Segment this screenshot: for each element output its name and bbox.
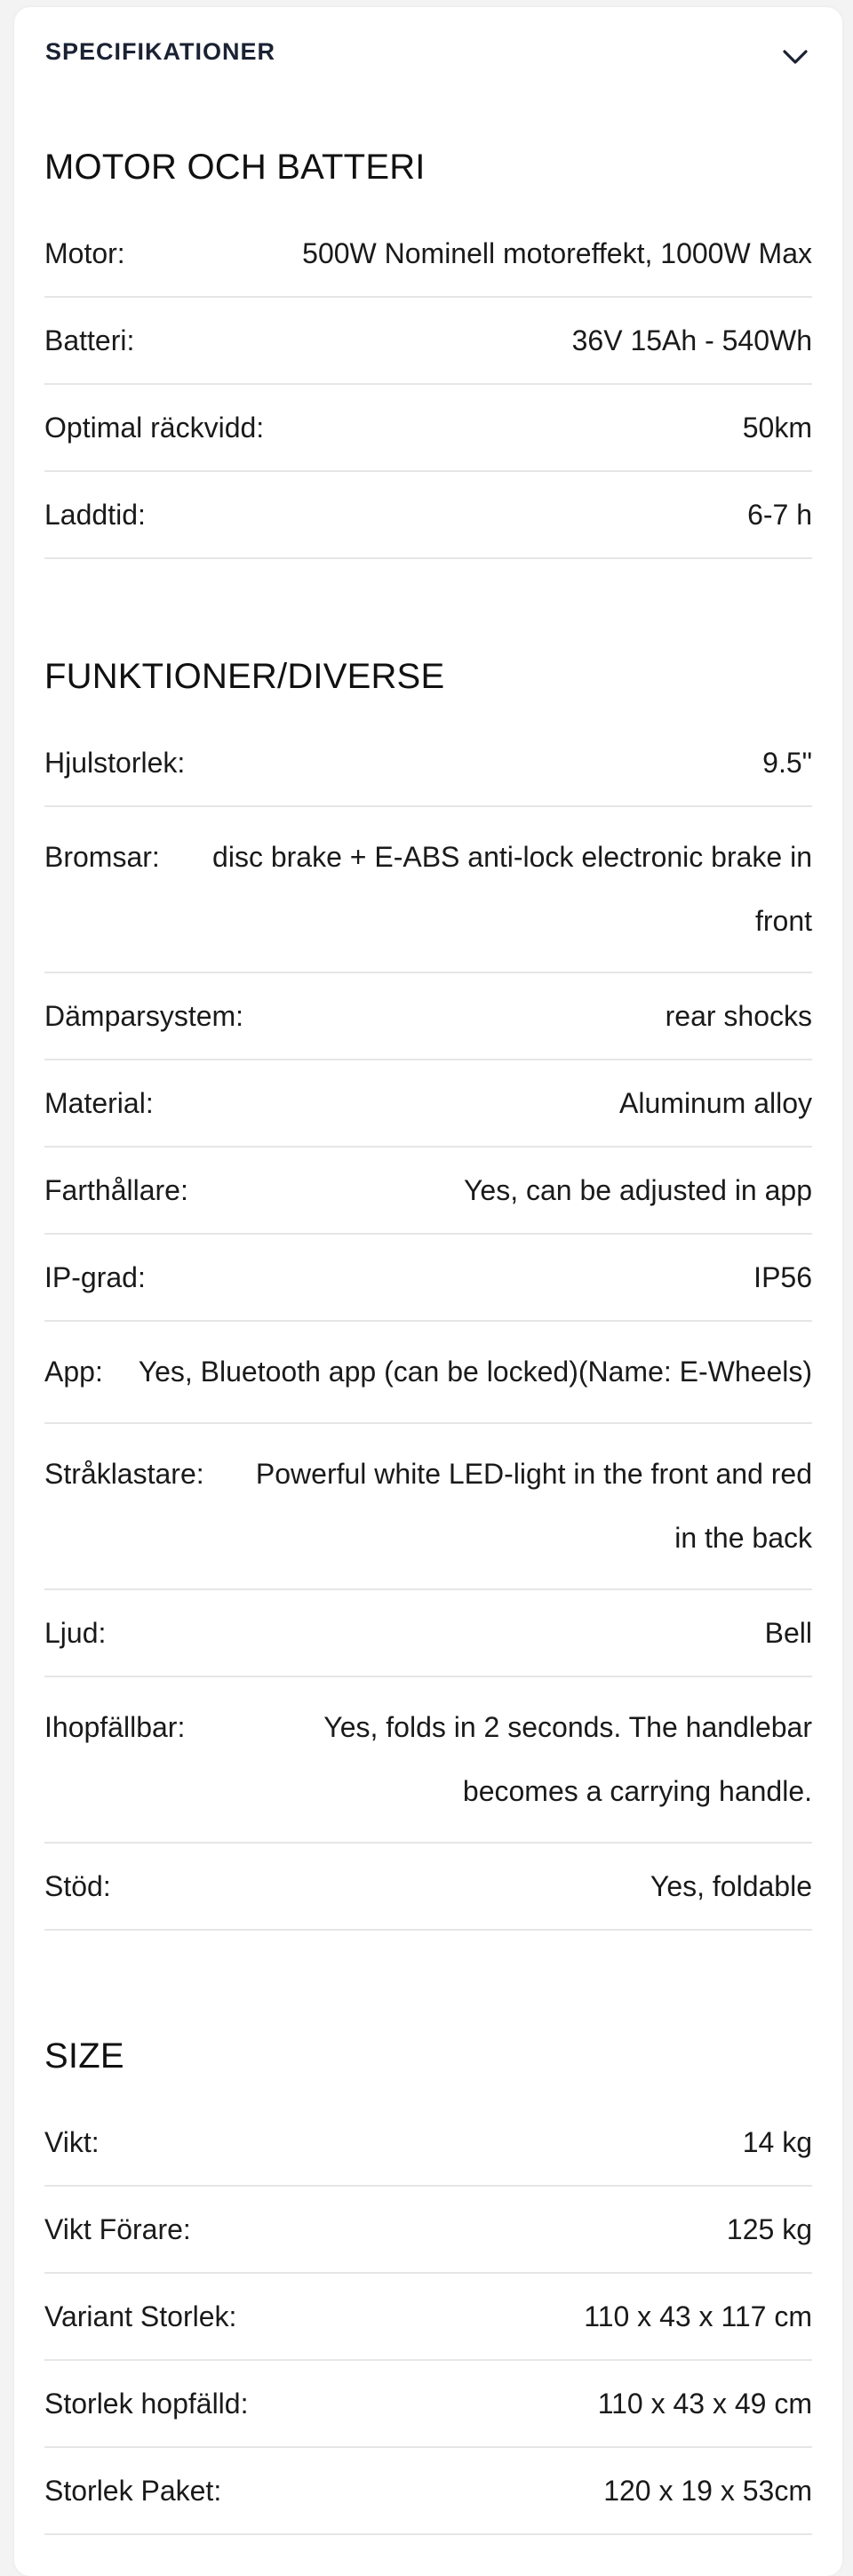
spec-value: 110 x 43 x 117 cm — [584, 2300, 812, 2332]
spec-value: rear shocks — [665, 1000, 812, 1032]
spec-label: IP-grad: — [44, 1261, 146, 1293]
spec-label: Storlek hopfälld: — [44, 2388, 249, 2420]
spec-row-charge-time — [44, 472, 812, 559]
specifications-card — [14, 7, 842, 2576]
spec-label: Bromsar: — [44, 841, 160, 873]
chevron-down-icon[interactable] — [779, 41, 811, 73]
spec-value: Yes, can be adjusted in app — [463, 1174, 812, 1206]
spec-value: IP56 — [753, 1261, 812, 1293]
spec-row-motor — [44, 211, 812, 298]
spec-row-app — [44, 1322, 812, 1424]
specifications-accordion-header[interactable] — [14, 7, 842, 96]
spec-row-rider-weight — [44, 2187, 812, 2274]
spec-label: Storlek Paket: — [44, 2475, 222, 2507]
spec-label: Stråklastare: — [44, 1458, 204, 1490]
section-motor-battery — [44, 124, 812, 559]
spec-label: Vikt: — [44, 2126, 100, 2158]
spec-row-brakes — [44, 807, 812, 973]
spec-value: 6-7 h — [747, 499, 812, 531]
section-size — [44, 2012, 812, 2535]
section-title: SIZE — [44, 2036, 124, 2076]
spec-label: Dämparsystem: — [44, 1000, 244, 1032]
spec-value: Yes, foldable — [650, 1870, 812, 1902]
spec-value: Powerful white LED-light in the front and red in the back — [255, 1458, 812, 1554]
spec-value: Bell — [764, 1617, 812, 1649]
spec-value: Aluminum alloy — [619, 1087, 812, 1119]
spec-value: 36V 15Ah - 540Wh — [571, 324, 812, 356]
spec-row-kickstand — [44, 1844, 812, 1931]
spec-label: Laddtid: — [44, 499, 146, 531]
spec-row-battery — [44, 298, 812, 385]
spec-label: Material: — [44, 1087, 154, 1119]
section-features — [44, 633, 812, 1931]
spec-row-suspension — [44, 973, 812, 1060]
spec-value: 50km — [742, 412, 812, 444]
spec-row-ip-rating — [44, 1235, 812, 1322]
spec-label: Stöd: — [44, 1870, 111, 1902]
spec-row-material — [44, 1060, 812, 1148]
spec-label: Ihopfällbar: — [44, 1711, 186, 1743]
spec-row-sound — [44, 1590, 812, 1677]
section-title: FUNKTIONER/DIVERSE — [44, 657, 445, 696]
spec-value: 110 x 43 x 49 cm — [597, 2388, 812, 2420]
spec-label: Variant Storlek: — [44, 2300, 237, 2332]
spec-row-variant-size — [44, 2274, 812, 2361]
spec-label: Optimal räckvidd: — [44, 412, 265, 444]
spec-value: Yes, Bluetooth app (can be locked)(Name: E-Wheels) — [138, 1356, 812, 1388]
spec-label: Motor: — [44, 237, 125, 269]
spec-value: 14 kg — [742, 2126, 812, 2158]
spec-label: Ljud: — [44, 1617, 107, 1649]
spec-label: Farthållare: — [44, 1174, 188, 1206]
spec-value: Yes, folds in 2 seconds. The handlebar becomes a carrying handle. — [323, 1711, 812, 1807]
spec-label: App: — [44, 1356, 103, 1388]
spec-value: disc brake + E-ABS anti-lock electronic brake in front — [212, 841, 812, 937]
spec-label: Batteri: — [44, 324, 135, 356]
spec-row-weight — [44, 2100, 812, 2187]
spec-row-cruise-control — [44, 1148, 812, 1235]
spec-value: 500W Nominell motoreffekt, 1000W Max — [302, 237, 812, 269]
spec-row-lights — [44, 1424, 812, 1590]
spec-label: Vikt Förare: — [44, 2213, 191, 2245]
accordion-title: SPECIFIKATIONER — [45, 38, 276, 65]
spec-value: 120 x 19 x 53cm — [603, 2475, 812, 2507]
spec-row-package-size — [44, 2448, 812, 2535]
spec-label: Hjulstorlek: — [44, 747, 186, 779]
spec-value: 9.5" — [762, 747, 812, 779]
spec-row-wheel-size — [44, 720, 812, 807]
spec-row-range — [44, 385, 812, 472]
section-title: MOTOR OCH BATTERI — [44, 148, 426, 187]
spec-value: 125 kg — [726, 2213, 812, 2245]
spec-row-folded-size — [44, 2361, 812, 2448]
spec-row-foldable — [44, 1677, 812, 1844]
